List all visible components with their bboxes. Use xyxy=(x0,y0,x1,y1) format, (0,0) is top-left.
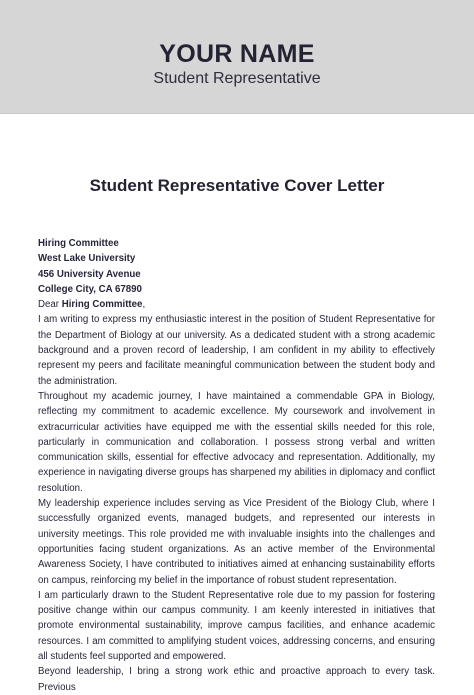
paragraph-motivation: I am particularly drawn to the Student Representative role due to my passion for fostering positive change within our campus community. I am keenly interested in initiatives that promote environmental sustainability, improve campus facilities, and enhance academic resources. I am committed to amplifying student voices, addressing concerns, and ensuring all students feel supported and empowered. xyxy=(38,589,435,663)
paragraph-intro: I am writing to express my enthusiastic interest in the position of Student Representative for the Department of Biology at our university. As a dedicated student with a strong academic background and a proven record of leadership, I am confident in my ability to effectively represent my peers and facilitate meaningful communication between the student body and the administration. xyxy=(38,314,435,387)
applicant-name: YOUR NAME xyxy=(159,40,315,68)
recipient-street: 456 University Avenue xyxy=(38,268,141,280)
paragraph-academic: Throughout my academic journey, I have maintained a commendable GPA in Biology, reflecting my commitment to academic excellence. My coursework and involvement in extracurricular activities have equipped me with the essential skills needed for this role, particularly in communication and collaboration. I possess strong verbal and written communication skills, essential for effective advocacy and representation. Additionally, my experience in navigating diverse groups has sharpened my abilities in diplomacy and conflict resolution. xyxy=(38,390,435,494)
recipient-name: Hiring Committee xyxy=(38,238,119,249)
page-title: Student Representative Cover Letter xyxy=(89,176,385,195)
recipient-city: College City, CA 67890 xyxy=(38,283,142,295)
salutation-name: Hiring Committee xyxy=(61,299,143,311)
salutation-prefix: Dear xyxy=(38,299,62,311)
paragraph-leadership: My leadership experience includes serving as Vice President of the Biology Club, where I successfully organized events, managed budgets, and represented our interests in university meetings. This role provided me with invaluable insights into the challenges and opportunities facing student organizations. As an active member of the Environmental Awareness Society, I have contributed to initiatives aimed at enhancing sustainability efforts on campus, reinforcing my belief in the importance of robust student representation. xyxy=(38,498,435,586)
salutation xyxy=(38,297,435,312)
salutation-suffix: , xyxy=(142,299,146,311)
letter-body xyxy=(38,236,435,695)
recipient-institution: West Lake University xyxy=(38,253,136,265)
applicant-role: Student Representative xyxy=(153,70,321,87)
paragraph-closing: Beyond leadership, I bring a strong work ethic and proactive approach to every task. Previous xyxy=(38,666,435,693)
header-divider xyxy=(0,113,474,114)
